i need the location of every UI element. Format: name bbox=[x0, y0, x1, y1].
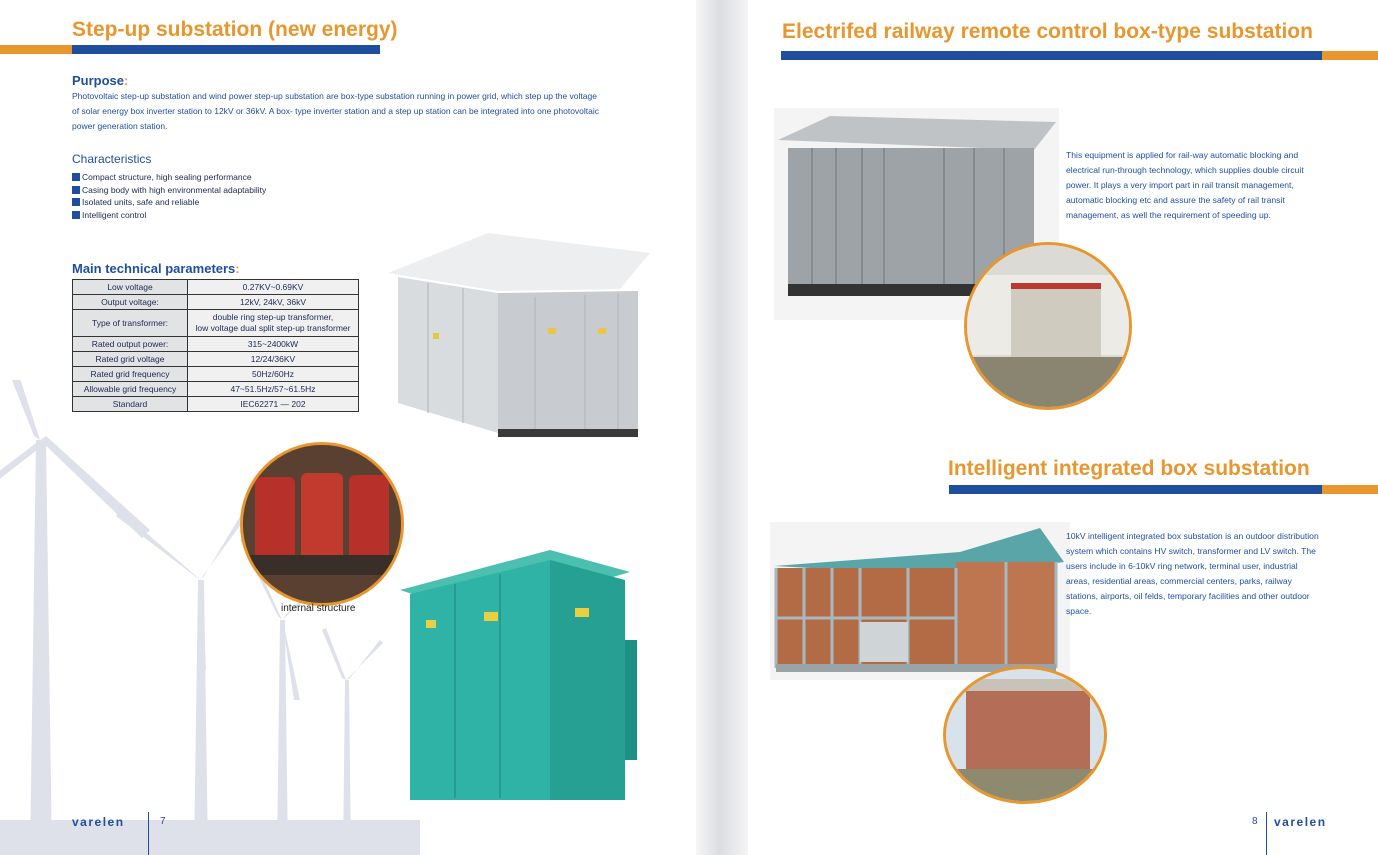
integrated-substation-photo bbox=[770, 522, 1070, 680]
table-row: Standard IEC62271 — 202 bbox=[73, 397, 359, 412]
table-row: Rated output power: 315~2400kW bbox=[73, 337, 359, 352]
purpose-line: of solar energy box inverter station to 12kV or 36kV. A box- type inverter station and a step up station can be integrated into one photovoltaic bbox=[72, 106, 600, 116]
divider bbox=[148, 812, 149, 855]
table-row: Type of transformer: double ring step-up transformer, low voltage dual split step-up transformer bbox=[73, 310, 359, 337]
railway-description: This equipment is applied for rail-way automatic blocking and electrical run-through technology, which supplies double circuit power. It plays a very import part in rail transit management, automatic blocking etc and assure the safety of rail transit management, as well the requirement of speeding up. bbox=[1066, 150, 1304, 220]
list-item: Isolated units, safe and reliable bbox=[72, 196, 266, 209]
params-table bbox=[72, 279, 359, 412]
title-bar-orange bbox=[1322, 51, 1378, 60]
book-gutter bbox=[696, 0, 748, 855]
table-row: Rated grid voltage 12/24/36KV bbox=[73, 352, 359, 367]
purpose-line: Photovoltaic step-up substation and wind power step-up substation are box-type substation running in power grid, which step up the voltage bbox=[72, 91, 597, 101]
title-bar-orange bbox=[0, 45, 72, 54]
purpose-label: Purpose bbox=[72, 73, 125, 88]
internal-structure-photo bbox=[240, 442, 404, 606]
divider bbox=[1266, 812, 1267, 855]
brick-substation-photo bbox=[943, 666, 1107, 804]
section-title-railway: Electrifed railway remote control box-type substation bbox=[782, 20, 1313, 43]
table-row: Rated grid frequency 50Hz/60Hz bbox=[73, 367, 359, 382]
caption: internal structure bbox=[281, 603, 356, 614]
purpose-text bbox=[72, 89, 642, 134]
bullet-square-icon bbox=[72, 198, 80, 206]
table-row: Output voltage: 12kV, 24kV, 36kV bbox=[73, 295, 359, 310]
intelligent-description: 10kV intelligent integrated box substation is an outdoor distribution system which contains HV switch, transformer and LV switch. The users include in 6-10kV ring network, terminal user, industrial areas, residential areas, commercial centers, parks, railway stations, airports, oil felds, temporary facilities and other outdoor space. bbox=[1066, 531, 1319, 616]
title-bar-blue bbox=[781, 51, 1322, 60]
list-item: Casing body with high environmental adaptability bbox=[72, 184, 266, 197]
characteristics-list bbox=[72, 171, 266, 221]
title-bar-orange bbox=[1322, 485, 1378, 494]
params-heading: Main technical parameters: bbox=[72, 261, 240, 276]
characteristics-heading: Characteristics bbox=[72, 152, 152, 166]
purpose-line: power generation station. bbox=[72, 121, 168, 131]
bullet-square-icon bbox=[72, 186, 80, 194]
bullet-square-icon bbox=[72, 211, 80, 219]
brand-logo: varelen bbox=[72, 815, 125, 829]
bullet-square-icon bbox=[72, 173, 80, 181]
purpose-heading bbox=[72, 73, 128, 88]
table-row: Low voltage 0.27KV~0.69KV bbox=[73, 280, 359, 295]
page-title: Step-up substation (new energy) bbox=[72, 18, 398, 41]
list-item: Compact structure, high sealing performance bbox=[72, 171, 266, 184]
brand-logo: varelen bbox=[1274, 815, 1327, 829]
title-bar-blue bbox=[72, 45, 380, 54]
page-number: 8 bbox=[1252, 816, 1258, 827]
railway-interior-photo bbox=[964, 242, 1132, 410]
list-item: Intelligent control bbox=[72, 209, 266, 222]
title-bar-blue bbox=[949, 485, 1322, 494]
section-title-intelligent: Intelligent integrated box substation bbox=[948, 457, 1310, 480]
page-number: 7 bbox=[160, 816, 166, 827]
teal-substation-photo bbox=[400, 550, 652, 806]
table-row: Allowable grid frequency 47~51.5Hz/57~61.5Hz bbox=[73, 382, 359, 397]
grey-substation-photo bbox=[388, 233, 660, 443]
right-page bbox=[748, 0, 1378, 855]
purpose-colon: : bbox=[124, 73, 129, 88]
